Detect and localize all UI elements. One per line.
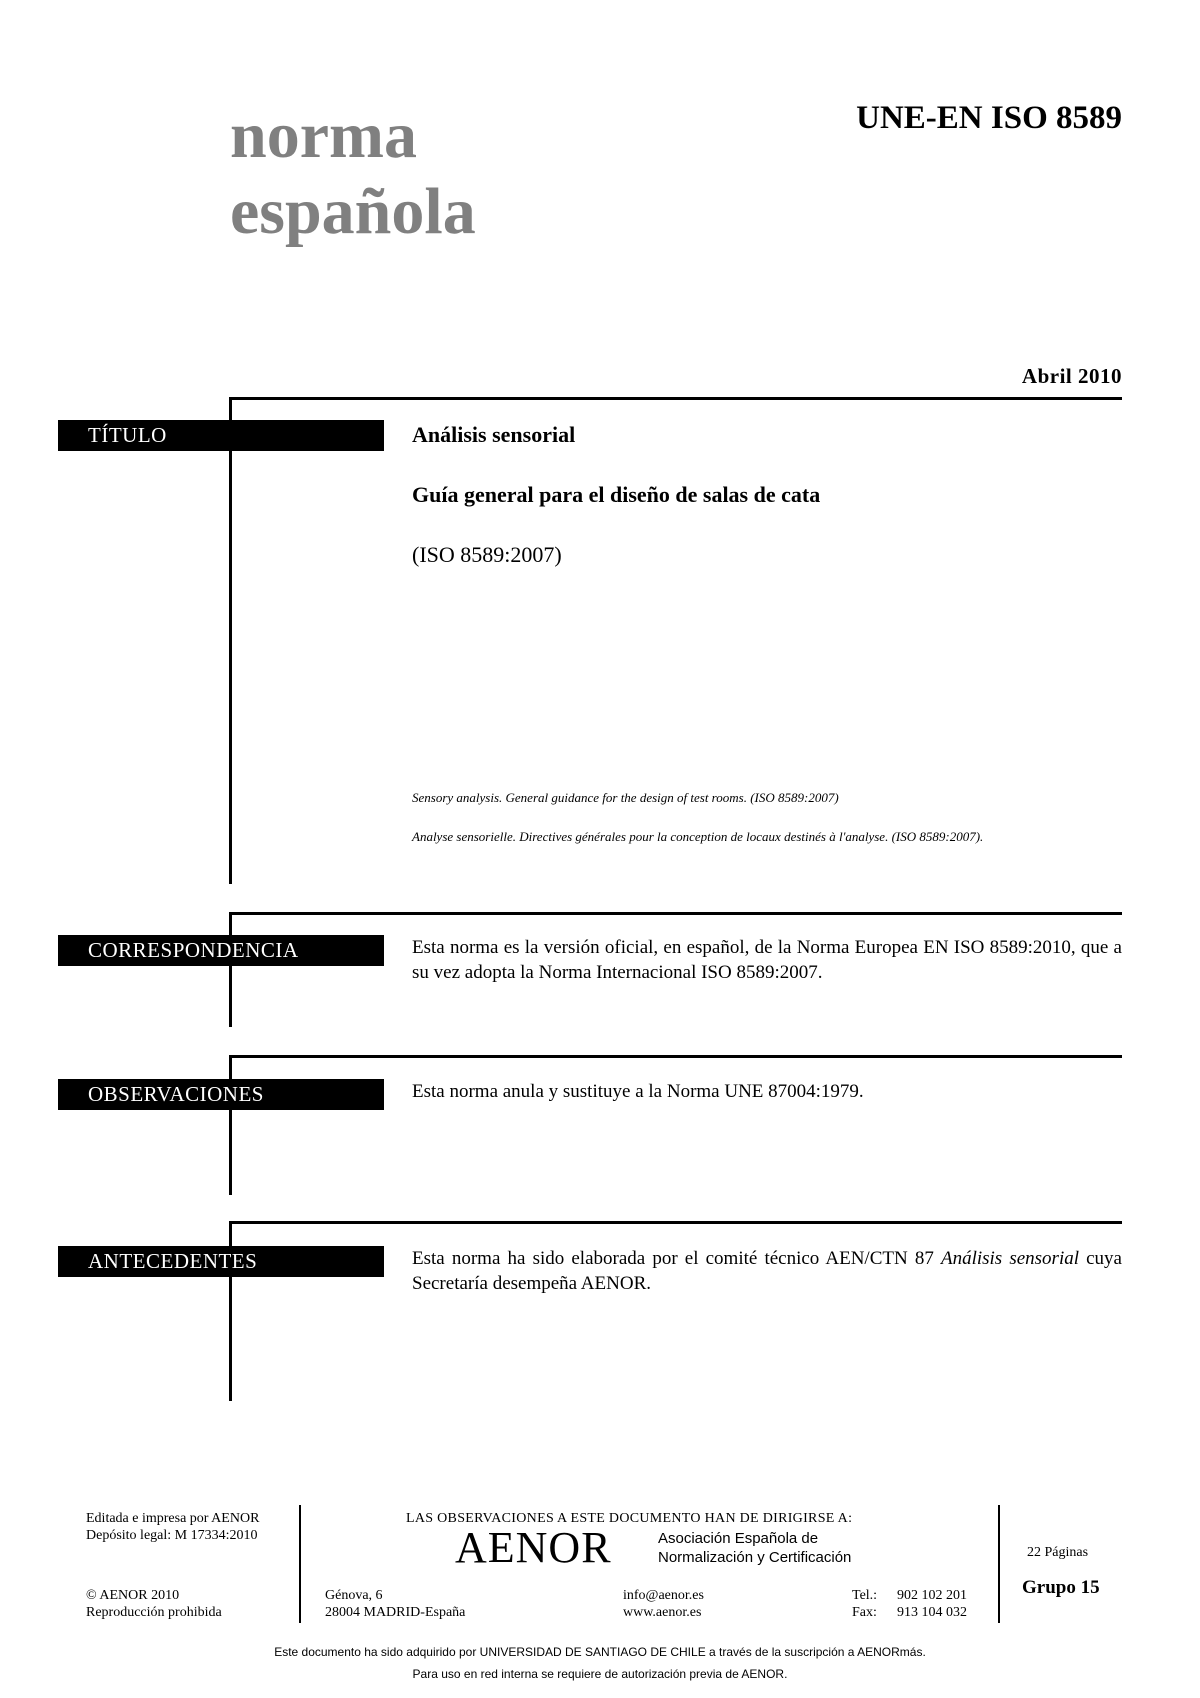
main-title: Análisis sensorial bbox=[412, 422, 576, 447]
page-count: 22 Páginas bbox=[1027, 1545, 1089, 1560]
brand-line-1: norma bbox=[230, 99, 417, 172]
org-line-2: Normalización y Certificación bbox=[658, 1549, 852, 1566]
titulo-top-rule bbox=[229, 397, 1122, 400]
address-city: 28004 MADRID-España bbox=[325, 1605, 466, 1620]
correspondencia-text: Esta norma es la versión oficial, en español, de la Norma Europea EN ISO 8589:2010, que a su vez adopta la Norma Internacional ISO 8589:2007. bbox=[412, 937, 1122, 983]
titulo-vertical-rule bbox=[229, 397, 232, 884]
disclaimer-line-2: Para uso en red interna se requiere de autorización previa de AENOR. bbox=[412, 1667, 788, 1681]
antecedentes-text-start: Esta norma ha sido elaborada por el comité técnico AEN/CTN 87 bbox=[412, 1248, 941, 1269]
committee-name: Análisis sensorial bbox=[940, 1248, 1079, 1269]
price-group: Grupo 15 bbox=[1022, 1577, 1100, 1598]
aenor-organization bbox=[658, 1529, 851, 1567]
legal-deposit: Depósito legal: M 17334:2010 bbox=[86, 1528, 258, 1543]
observaciones-label: OBSERVACIONES bbox=[58, 1079, 384, 1110]
brand-line-2: española bbox=[230, 175, 476, 248]
publication-date: Abril 2010 bbox=[1021, 364, 1122, 388]
disclaimer-line-1: Este documento ha sido adquirido por UNIVERSIDAD DE SANTIAGO DE CHILE a través de la suscripción a AENORmás. bbox=[274, 1645, 926, 1659]
antecedentes-text-end: cuya Secretaría desempeña AENOR. bbox=[412, 1248, 1122, 1294]
observaciones-text: Esta norma anula y sustituye a la Norma UNE 87004:1979. bbox=[412, 1081, 864, 1102]
antecedentes-top-rule bbox=[229, 1221, 1122, 1224]
tel-label: Tel.: bbox=[852, 1588, 878, 1603]
french-title: Analyse sensorielle. Directives générales pour la conception de locaux destinés à l'analyse. (ISO 8589:2007). bbox=[412, 829, 984, 844]
antecedentes-label: ANTECEDENTES bbox=[58, 1246, 384, 1277]
observaciones-top-rule bbox=[229, 1055, 1122, 1058]
observaciones-vertical-rule bbox=[229, 1055, 232, 1195]
edited-by: Editada e impresa por AENOR bbox=[86, 1511, 260, 1526]
tel-number: 902 102 201 bbox=[897, 1588, 967, 1603]
footer-divider-right bbox=[998, 1505, 1000, 1623]
correspondencia-vertical-rule bbox=[229, 912, 232, 1027]
english-title: Sensory analysis. General guidance for the design of test rooms. (ISO 8589:2007) bbox=[412, 790, 839, 805]
observations-heading: LAS OBSERVACIONES A ESTE DOCUMENTO HAN DE DIRIGIRSE A: bbox=[406, 1511, 853, 1526]
fax-number: 913 104 032 bbox=[897, 1605, 967, 1620]
correspondencia-label: CORRESPONDENCIA bbox=[58, 935, 384, 966]
reproduction-notice: Reproducción prohibida bbox=[86, 1605, 222, 1620]
footer-divider-left bbox=[299, 1505, 301, 1623]
copyright: © AENOR 2010 bbox=[86, 1588, 180, 1603]
subtitle: Guía general para el diseño de salas de cata bbox=[412, 482, 821, 507]
correspondencia-top-rule bbox=[229, 912, 1122, 915]
antecedentes-text bbox=[412, 1246, 1122, 1296]
titulo-label: TÍTULO bbox=[58, 420, 384, 451]
fax-label: Fax: bbox=[852, 1605, 877, 1620]
org-line-1: Asociación Española de bbox=[658, 1530, 819, 1547]
brand-title bbox=[230, 98, 476, 250]
address-street: Génova, 6 bbox=[325, 1588, 383, 1603]
standard-code: UNE-EN ISO 8589 bbox=[856, 100, 1122, 136]
aenor-logo: AENOR bbox=[455, 1523, 612, 1572]
contact-website[interactable]: www.aenor.es bbox=[623, 1605, 702, 1620]
contact-email[interactable]: info@aenor.es bbox=[623, 1588, 704, 1603]
iso-reference: (ISO 8589:2007) bbox=[412, 542, 562, 567]
